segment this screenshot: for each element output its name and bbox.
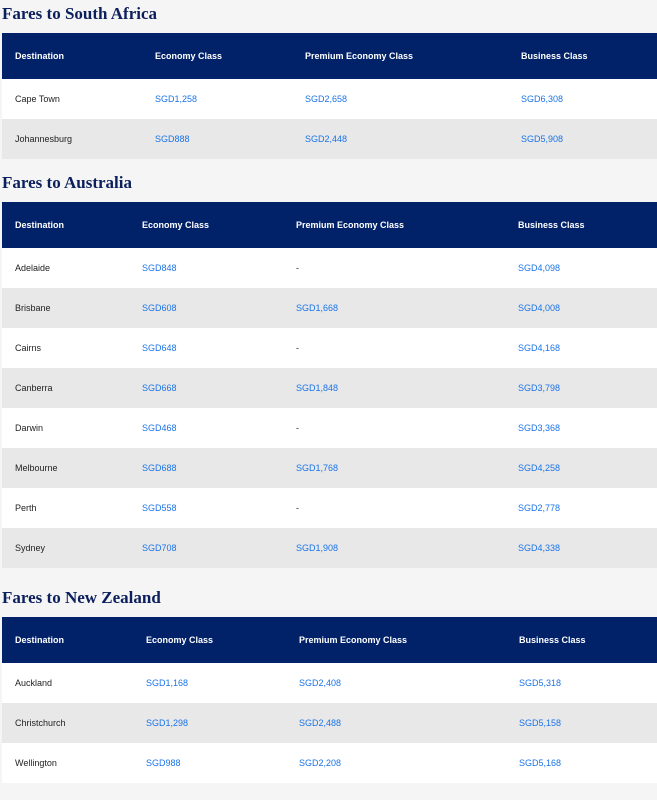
economy-fare-link[interactable]: SGD848 xyxy=(142,263,177,273)
premium-economy-fare-link[interactable]: SGD1,848 xyxy=(296,383,339,393)
table-header-row xyxy=(2,617,657,663)
section-title: Fares to New Zealand xyxy=(2,588,161,607)
destination-cell: Melbourne xyxy=(15,463,58,473)
economy-fare-link[interactable]: SGD1,298 xyxy=(146,718,189,728)
destination-cell: Auckland xyxy=(15,678,53,688)
destination-cell: Cairns xyxy=(15,343,42,353)
premium-economy-fare-link[interactable]: SGD1,908 xyxy=(296,543,339,553)
table-row xyxy=(2,328,657,368)
column-header-business: Business Class xyxy=(508,33,657,79)
destination-cell: Sydney xyxy=(15,543,46,553)
business-fare-link[interactable]: SGD5,158 xyxy=(519,718,562,728)
section-australia xyxy=(0,169,657,568)
economy-fare-link[interactable]: SGD608 xyxy=(142,303,177,313)
section-new-zealand xyxy=(0,584,657,783)
premium-economy-unavailable: - xyxy=(296,343,299,353)
column-header-premium-economy: Premium Economy Class xyxy=(292,33,508,79)
table-row xyxy=(2,288,657,328)
destination-cell: Johannesburg xyxy=(15,134,73,144)
business-fare-link[interactable]: SGD4,338 xyxy=(518,543,561,553)
premium-economy-fare-link[interactable]: SGD2,408 xyxy=(299,678,342,688)
business-fare-link[interactable]: SGD6,308 xyxy=(521,94,564,104)
business-fare-link[interactable]: SGD3,368 xyxy=(518,423,561,433)
business-fare-link[interactable]: SGD4,168 xyxy=(518,343,561,353)
premium-economy-fare-link[interactable]: SGD2,448 xyxy=(305,134,348,144)
business-fare-link[interactable]: SGD5,318 xyxy=(519,678,562,688)
section-title: Fares to South Africa xyxy=(2,4,158,23)
fares-table-australia xyxy=(2,202,657,568)
column-header-destination: Destination xyxy=(2,617,133,663)
destination-cell: Christchurch xyxy=(15,718,66,728)
economy-fare-link[interactable]: SGD468 xyxy=(142,423,177,433)
destination-cell: Darwin xyxy=(15,423,44,433)
table-row xyxy=(2,248,657,288)
business-fare-link[interactable]: SGD3,798 xyxy=(518,383,561,393)
table-row xyxy=(2,488,657,528)
economy-fare-link[interactable]: SGD688 xyxy=(142,463,177,473)
table-row xyxy=(2,528,657,568)
premium-economy-fare-link[interactable]: SGD1,668 xyxy=(296,303,339,313)
destination-cell: Wellington xyxy=(15,758,57,768)
business-fare-link[interactable]: SGD5,908 xyxy=(521,134,564,144)
table-row xyxy=(2,703,657,743)
column-header-business: Business Class xyxy=(506,617,657,663)
economy-fare-link[interactable]: SGD988 xyxy=(146,758,181,768)
destination-cell: Adelaide xyxy=(15,263,51,273)
table-row xyxy=(2,368,657,408)
economy-fare-link[interactable]: SGD708 xyxy=(142,543,177,553)
premium-economy-unavailable: - xyxy=(296,263,299,273)
premium-economy-fare-link[interactable]: SGD2,488 xyxy=(299,718,342,728)
business-fare-link[interactable]: SGD4,258 xyxy=(518,463,561,473)
column-header-premium-economy: Premium Economy Class xyxy=(286,617,506,663)
economy-fare-link[interactable]: SGD1,168 xyxy=(146,678,189,688)
table-row xyxy=(2,79,657,119)
economy-fare-link[interactable]: SGD668 xyxy=(142,383,177,393)
table-row xyxy=(2,408,657,448)
table-row xyxy=(2,448,657,488)
business-fare-link[interactable]: SGD5,168 xyxy=(519,758,562,768)
table-header-row xyxy=(2,202,657,248)
destination-cell: Perth xyxy=(15,503,37,513)
table-row xyxy=(2,743,657,783)
column-header-destination: Destination xyxy=(2,202,129,248)
destination-cell: Canberra xyxy=(15,383,53,393)
business-fare-link[interactable]: SGD2,778 xyxy=(518,503,561,513)
economy-fare-link[interactable]: SGD558 xyxy=(142,503,177,513)
column-header-premium-economy: Premium Economy Class xyxy=(283,202,505,248)
table-header-row xyxy=(2,33,657,79)
section-south-africa xyxy=(0,0,657,159)
business-fare-link[interactable]: SGD4,008 xyxy=(518,303,561,313)
premium-economy-unavailable: - xyxy=(296,503,299,513)
premium-economy-fare-link[interactable]: SGD1,768 xyxy=(296,463,339,473)
column-header-economy: Economy Class xyxy=(129,202,283,248)
column-header-economy: Economy Class xyxy=(133,617,286,663)
fares-table-new-zealand xyxy=(2,617,657,783)
premium-economy-fare-link[interactable]: SGD2,658 xyxy=(305,94,348,104)
destination-cell: Cape Town xyxy=(15,94,60,104)
column-header-business: Business Class xyxy=(505,202,657,248)
premium-economy-fare-link[interactable]: SGD2,208 xyxy=(299,758,342,768)
section-title: Fares to Australia xyxy=(2,173,133,192)
destination-cell: Brisbane xyxy=(15,303,51,313)
table-row xyxy=(2,119,657,159)
business-fare-link[interactable]: SGD4,098 xyxy=(518,263,561,273)
column-header-economy: Economy Class xyxy=(142,33,292,79)
table-row xyxy=(2,663,657,703)
column-header-destination: Destination xyxy=(2,33,142,79)
premium-economy-unavailable: - xyxy=(296,423,299,433)
fares-table-south-africa xyxy=(2,33,657,159)
economy-fare-link[interactable]: SGD1,258 xyxy=(155,94,198,104)
economy-fare-link[interactable]: SGD888 xyxy=(155,134,190,144)
economy-fare-link[interactable]: SGD648 xyxy=(142,343,177,353)
